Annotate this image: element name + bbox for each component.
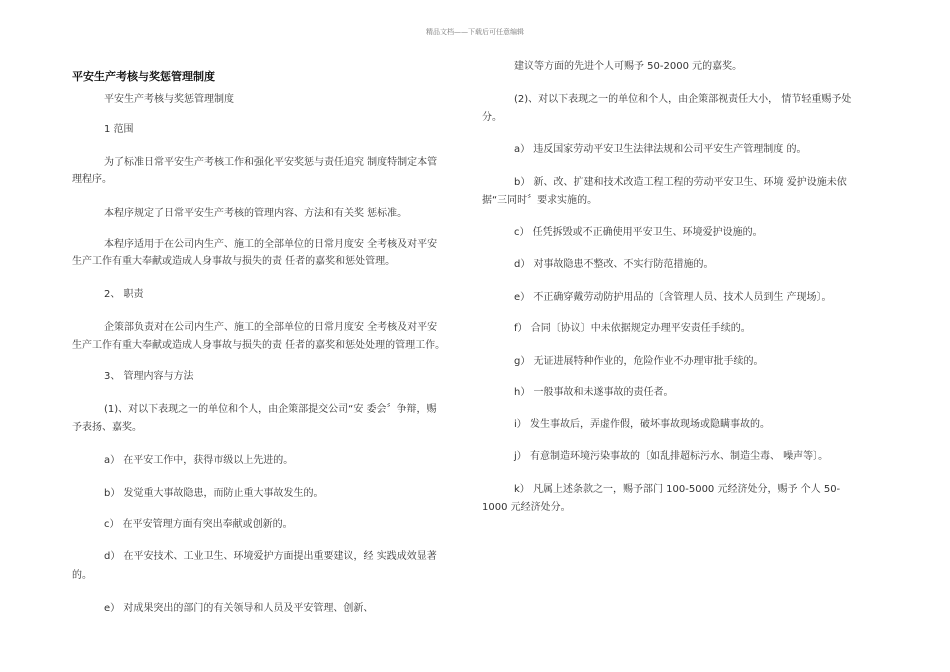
penalty-item-h: h） 一般事故和未遂事故的责任者。 <box>514 387 674 398</box>
reward-item-e-continued: 建议等方面的先进个人可赐予 50-2000 元的嘉奖。 <box>514 61 743 72</box>
paragraph-duties-line1: 企策部负责对在公司内生产、施工的全部单位的日常月度安 全考核及对平安 <box>104 322 438 333</box>
section-heading-scope: 1 范围 <box>104 124 134 135</box>
section-heading-management: 3、 管理内容与方法 <box>104 371 194 382</box>
penalty-item-k-line2: 1000 元经济处分。 <box>482 502 571 513</box>
paragraph-penalties-line1: (2)、对以下表现之一的单位和个人，由企策部视责任大小， 情节轻重赐予处 <box>514 94 852 105</box>
reward-item-c: c） 在平安管理方面有突出奉献或创新的。 <box>104 519 293 530</box>
paragraph-purpose-line2: 理程序。 <box>72 174 112 185</box>
reward-item-d-line2: 的。 <box>72 570 92 581</box>
penalty-item-i: i） 发生事故后，弄虚作假，破坏事故现场或隐瞒事故的。 <box>514 419 770 430</box>
penalty-item-g: g） 无证进展特种作业的，危险作业不办理审批手续的。 <box>514 356 764 367</box>
reward-item-b: b） 发觉重大事故隐患，而防止重大事故发生的。 <box>104 488 324 499</box>
penalty-item-k-line1: k） 凡属上述条款之一，赐予部门 100-5000 元经济处分，赐予 个人 50- <box>514 484 841 495</box>
penalty-item-b-line2: 据“三同时〞要求实施的。 <box>482 195 598 206</box>
paragraph-purpose-line1: 为了标准日常平安生产考核工作和强化平安奖惩与责任追究 制度特制定本管 <box>104 157 438 168</box>
paragraph-applicability-line2: 生产工作有重大奉献或造成人身事故与损失的责 任者的嘉奖和惩处管理。 <box>72 256 396 267</box>
penalty-item-e: e） 不正确穿戴劳动防护用品的〔含管理人员、技术人员到生 产现场〕。 <box>514 292 832 303</box>
penalty-item-j: j） 有意制造环境污染事故的〔如乱排超标污水、制造尘毒、 噪声等〕。 <box>514 451 829 462</box>
reward-item-e: e） 对成果突出的部门的有关领导和人员及平安管理、创新、 <box>104 603 374 614</box>
penalty-item-f: f） 合同〔协议〕中未依据规定办理平安责任手续的。 <box>514 323 751 334</box>
paragraph-rewards-line1: (1)、对以下表现之一的单位和个人，由企策部提交公司“安 委会〞争辩，赐 <box>104 404 437 415</box>
page-header-note: 精品文档——下载后可任意编辑 <box>426 28 524 36</box>
penalty-item-a: a） 违反国家劳动平安卫生法律法规和公司平安生产管理制度 的。 <box>514 144 807 155</box>
penalty-item-b-line1: b） 新、改、扩建和技术改造工程工程的劳动平安卫生、环境 爱护设施未依 <box>514 177 847 188</box>
penalty-item-d: d） 对事故隐患不整改、不实行防范措施的。 <box>514 259 714 270</box>
paragraph-rewards-line2: 予表扬、嘉奖。 <box>72 422 142 433</box>
paragraph-content: 本程序规定了日常平安生产考核的管理内容、方法和有关奖 惩标准。 <box>104 208 408 219</box>
document-title: 平安生产考核与奖惩管理制度 <box>72 70 215 83</box>
reward-item-a: a） 在平安工作中，获得市级以上先进的。 <box>104 455 294 466</box>
paragraph-duties-line2: 生产工作有重大奉献或造成人身事故与损失的责 任者的嘉奖和惩处处理的管理工作。 <box>72 340 446 351</box>
paragraph-applicability-line1: 本程序适用于在公司内生产、施工的全部单位的日常月度安 全考核及对平安 <box>104 239 438 250</box>
section-heading-duties: 2、 职责 <box>104 289 144 300</box>
reward-item-d-line1: d） 在平安技术、工业卫生、环境爱护方面提出重要建议，经 实践成效显著 <box>104 551 437 562</box>
document-subtitle: 平安生产考核与奖惩管理制度 <box>104 94 234 105</box>
paragraph-penalties-line2: 分。 <box>482 112 502 123</box>
penalty-item-c: c） 任凭拆毁或不正确使用平安卫生、环境爱护设施的。 <box>514 227 763 238</box>
